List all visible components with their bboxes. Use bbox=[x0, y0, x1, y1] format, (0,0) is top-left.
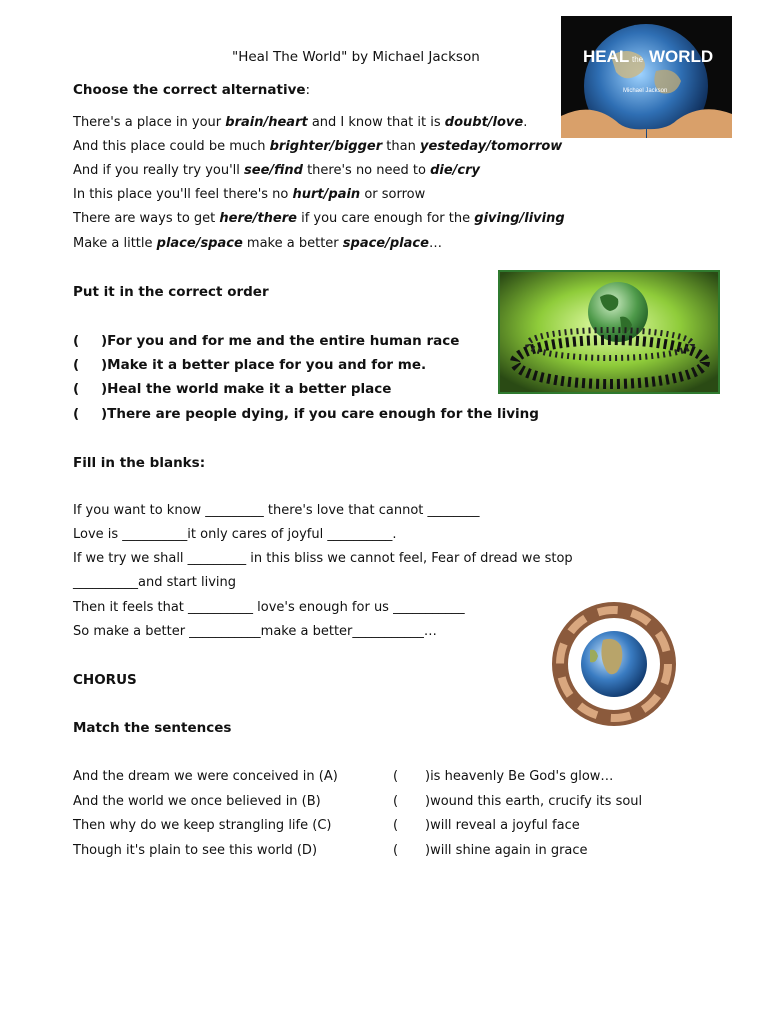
match-paren: ( bbox=[393, 818, 399, 833]
alternative-option: brighter/bigger bbox=[269, 139, 383, 154]
line-text: make a better bbox=[242, 236, 343, 251]
order-paren: ( bbox=[73, 406, 80, 422]
fill-blank-line: So make a better ___________make a better___________… bbox=[73, 624, 437, 639]
match-right-text: )wound this earth, crucify its soul bbox=[425, 794, 643, 809]
alternative-option: here/there bbox=[219, 211, 297, 226]
people-around-globe-image bbox=[498, 270, 720, 394]
match-left-sentence: Then why do we keep strangling life (C) bbox=[73, 818, 332, 833]
order-item bbox=[73, 333, 459, 349]
line-text: . bbox=[523, 115, 528, 130]
line-text: Make a little bbox=[73, 236, 157, 251]
order-item-text: )Heal the world make it a better place bbox=[101, 381, 392, 397]
choose-line bbox=[73, 236, 442, 252]
match-right-text: )is heavenly Be God's glow… bbox=[425, 769, 614, 784]
match-right-text: )will reveal a joyful face bbox=[425, 818, 580, 833]
svg-text:Michael Jackson: Michael Jackson bbox=[623, 88, 668, 94]
line-text: In this place you'll feel there's no bbox=[73, 187, 293, 202]
alternative-option: doubt/love bbox=[444, 115, 524, 130]
fill-blank-line: Love is __________it only cares of joyful __________. bbox=[73, 527, 397, 542]
line-text: than bbox=[382, 139, 420, 154]
svg-text:the: the bbox=[632, 55, 644, 64]
order-item bbox=[73, 406, 539, 422]
line-text: … bbox=[428, 236, 442, 251]
order-paren: ( bbox=[73, 333, 80, 349]
match-right-text: )will shine again in grace bbox=[425, 843, 588, 858]
order-item-text: )There are people dying, if you care enough for the living bbox=[101, 406, 539, 422]
line-text: There's a place in your bbox=[73, 115, 226, 130]
choose-line bbox=[73, 139, 562, 155]
line-text: And if you really try you'll bbox=[73, 163, 245, 178]
match-right-sentence bbox=[393, 769, 613, 785]
order-item-text: )For you and for me and the entire human race bbox=[101, 333, 460, 349]
line-text: And this place could be much bbox=[73, 139, 270, 154]
order-paren: ( bbox=[73, 357, 80, 373]
heal-the-world-cover-image bbox=[561, 16, 732, 138]
chorus-label: CHORUS bbox=[73, 672, 137, 688]
choose-line bbox=[73, 115, 527, 131]
people-globe-icon bbox=[500, 272, 718, 392]
alternative-option: die/cry bbox=[430, 163, 480, 178]
alternative-option: giving/living bbox=[474, 211, 565, 226]
match-left-sentence: And the world we once believed in (B) bbox=[73, 794, 321, 809]
choose-line bbox=[73, 163, 480, 179]
match-paren: ( bbox=[393, 769, 399, 784]
fill-blank-line: Then it feels that __________ love's enough for us ___________ bbox=[73, 600, 465, 615]
order-item bbox=[73, 357, 426, 373]
earth-in-hands-icon bbox=[561, 16, 732, 138]
match-right-sentence bbox=[393, 818, 580, 834]
alternative-option: place/space bbox=[156, 236, 243, 251]
match-paren: ( bbox=[393, 794, 399, 809]
page-title: "Heal The World" by Michael Jackson bbox=[232, 49, 480, 65]
hands-around-globe-image bbox=[545, 600, 682, 730]
alternative-option: brain/heart bbox=[225, 115, 308, 130]
fill-blank-line: If we try we shall _________ in this bliss we cannot feel, Fear of dread we stop bbox=[73, 551, 573, 566]
alternative-option: see/find bbox=[244, 163, 303, 178]
fill-blank-line: If you want to know _________ there's love that cannot ________ bbox=[73, 503, 480, 518]
order-paren: ( bbox=[73, 381, 80, 397]
svg-text:WORLD: WORLD bbox=[649, 47, 714, 66]
match-right-sentence bbox=[393, 843, 588, 859]
hands-globe-icon bbox=[545, 600, 682, 730]
match-paren: ( bbox=[393, 843, 399, 858]
match-left-sentence: Though it's plain to see this world (D) bbox=[73, 843, 318, 858]
order-item bbox=[73, 381, 391, 397]
line-text: or sorrow bbox=[360, 187, 426, 202]
alternative-option: yesteday/tomorrow bbox=[419, 139, 563, 154]
match-left-sentence: And the dream we were conceived in (A) bbox=[73, 769, 338, 784]
section-fill-heading: Fill in the blanks: bbox=[73, 455, 206, 471]
order-item-text: )Make it a better place for you and for me. bbox=[101, 357, 427, 373]
match-right-sentence bbox=[393, 794, 642, 810]
line-text: and I know that it is bbox=[307, 115, 445, 130]
line-text: if you care enough for the bbox=[296, 211, 475, 226]
svg-text:HEAL: HEAL bbox=[583, 47, 630, 66]
section-match-heading: Match the sentences bbox=[73, 720, 232, 736]
section-order-heading: Put it in the correct order bbox=[73, 284, 269, 300]
line-text: there's no need to bbox=[302, 163, 431, 178]
line-text: There are ways to get bbox=[73, 211, 220, 226]
choose-line bbox=[73, 187, 425, 203]
fill-blank-line: __________and start living bbox=[73, 575, 237, 590]
alternative-option: space/place bbox=[342, 236, 429, 251]
choose-line bbox=[73, 211, 565, 227]
section-choose-heading: Choose the correct alternative: bbox=[73, 82, 311, 98]
alternative-option: hurt/pain bbox=[292, 187, 361, 202]
